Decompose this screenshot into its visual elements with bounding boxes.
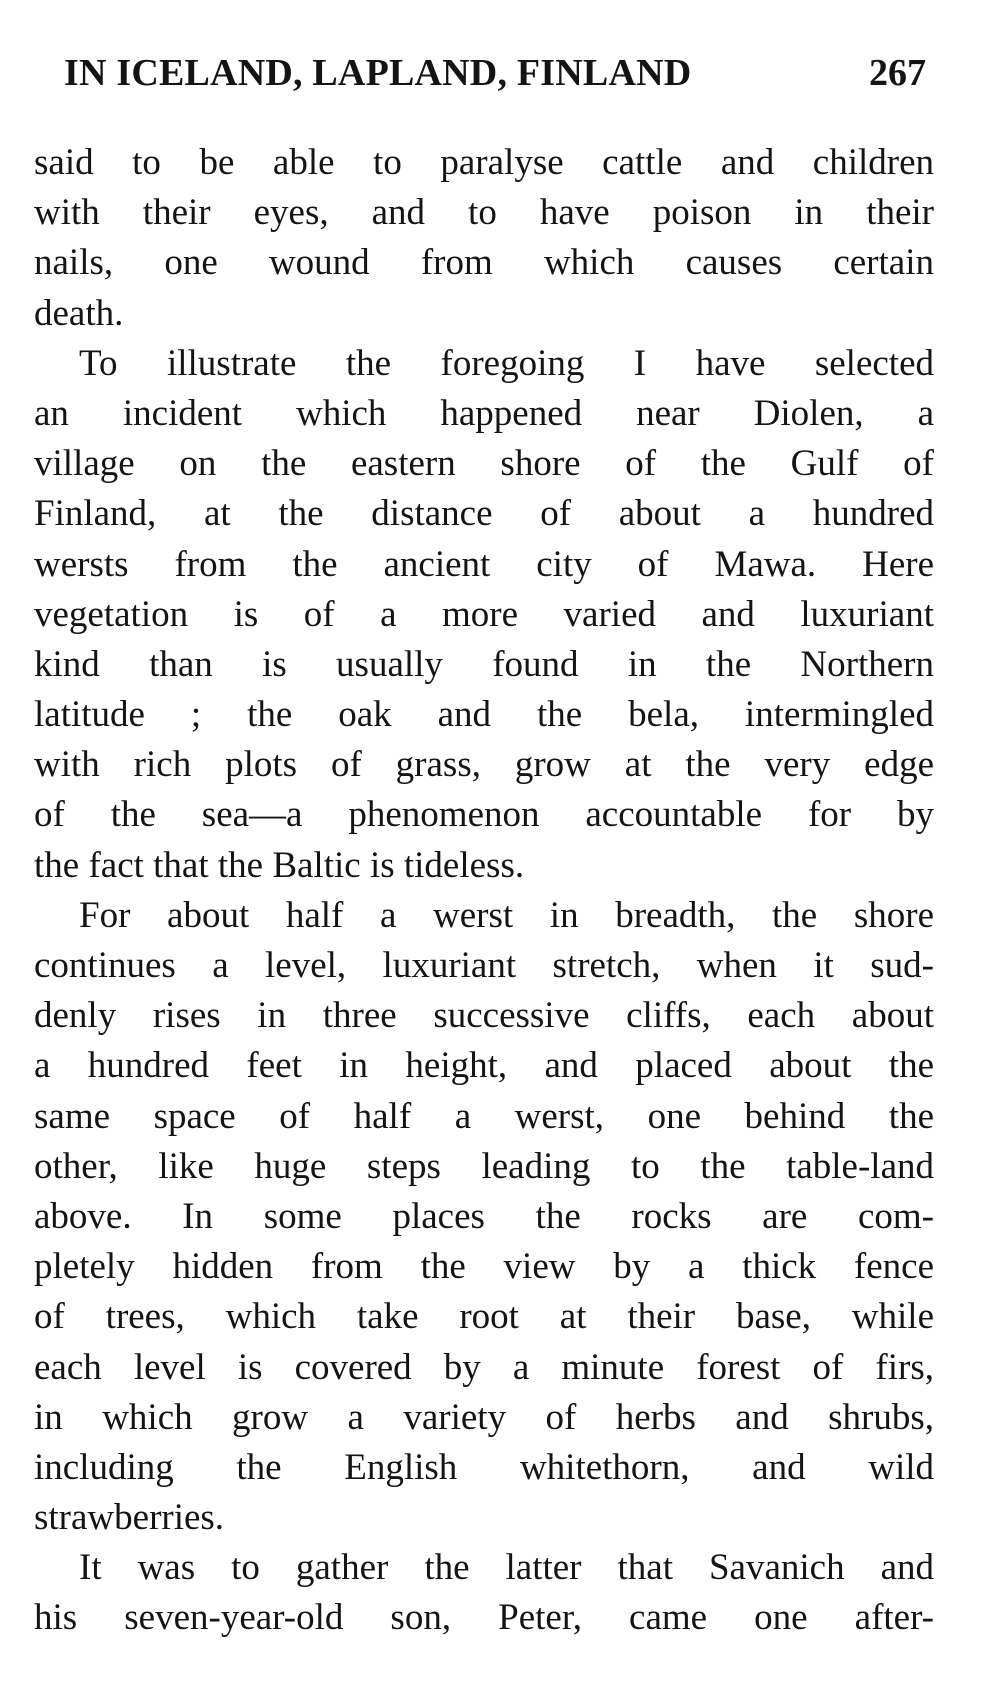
text-line: the fact that the Baltic is tideless. xyxy=(34,844,525,886)
paragraph-1 xyxy=(34,138,934,339)
text-line: wersts from the ancient city of Mawa. Here xyxy=(34,543,934,585)
text-line: Finland, at the distance of about a hundred xyxy=(34,493,934,535)
text-line: each level is covered by a minute forest of firs, xyxy=(34,1346,934,1388)
text-line: latitude ; the oak and the bela, intermingled xyxy=(34,694,934,736)
text-line: same space of half a werst, one behind the xyxy=(34,1095,934,1137)
text-line: For about half a werst in breadth, the shore xyxy=(79,894,934,936)
text-line: denly rises in three successive cliffs, each about xyxy=(34,995,934,1037)
text-line: an incident which happened near Diolen, a xyxy=(34,392,934,434)
text-line: with their eyes, and to have poison in their xyxy=(34,192,934,234)
text-line: To illustrate the foregoing I have selected xyxy=(79,342,934,384)
text-line: in which grow a variety of herbs and shrubs, xyxy=(34,1396,934,1438)
text-line: a hundred feet in height, and placed about the xyxy=(34,1045,934,1087)
chapter-title: IN ICELAND, LAPLAND, FINLAND xyxy=(64,52,692,94)
running-head xyxy=(64,48,926,98)
text-line: vegetation is of a more varied and luxuriant xyxy=(34,593,934,635)
text-line: strawberries. xyxy=(34,1497,225,1539)
page-number: 267 xyxy=(869,52,926,94)
text-line: village on the eastern shore of the Gulf of xyxy=(34,443,934,485)
text-line: said to be able to paralyse cattle and children xyxy=(34,142,934,183)
text-line: of trees, which take root at their base, while xyxy=(34,1296,934,1338)
text-line: death. xyxy=(34,292,124,334)
text-line: with rich plots of grass, grow at the very edge xyxy=(34,744,934,786)
body-text xyxy=(34,138,934,1644)
text-line: pletely hidden from the view by a thick fence xyxy=(34,1246,934,1288)
text-line: kind than is usually found in the Northern xyxy=(34,643,934,685)
paragraph-2 xyxy=(34,339,934,891)
text-line: nails, one wound from which causes certain xyxy=(34,242,934,284)
text-line: It was to gather the latter that Savanich and xyxy=(79,1547,934,1589)
text-line: other, like huge steps leading to the table-land xyxy=(34,1145,934,1187)
text-line: of the sea—a phenomenon accountable for by xyxy=(34,794,934,836)
text-line: continues a level, luxuriant stretch, when it sud- xyxy=(34,945,934,986)
paragraph-4 xyxy=(34,1543,934,1643)
text-line: including the English whitethorn, and wild xyxy=(34,1446,934,1488)
paragraph-3 xyxy=(34,891,934,1543)
text-line: his seven-year-old son, Peter, came one after- xyxy=(34,1597,934,1639)
text-line: above. In some places the rocks are com- xyxy=(34,1195,934,1237)
